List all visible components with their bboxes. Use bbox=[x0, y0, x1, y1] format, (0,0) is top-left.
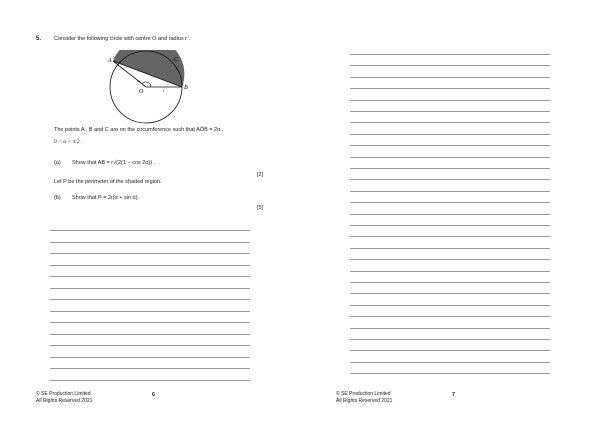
answer-line bbox=[50, 368, 250, 369]
answer-line bbox=[50, 265, 250, 266]
answer-line bbox=[350, 248, 550, 249]
answer-line bbox=[350, 202, 550, 203]
answer-line bbox=[50, 299, 250, 300]
answer-line bbox=[350, 179, 550, 180]
answer-line bbox=[50, 230, 250, 231]
answer-line bbox=[50, 288, 250, 289]
shaded-segment bbox=[113, 50, 184, 87]
page-number: 7 bbox=[452, 392, 456, 398]
label-r: r bbox=[163, 88, 165, 93]
right-page bbox=[300, 0, 600, 424]
answer-line bbox=[50, 276, 250, 277]
answer-line bbox=[50, 357, 250, 358]
label-a: A bbox=[108, 58, 112, 64]
answer-line bbox=[50, 322, 250, 323]
footer bbox=[336, 391, 392, 404]
footer-rights: All Rights Reserved 2021 bbox=[336, 397, 393, 404]
label-o: O bbox=[139, 89, 144, 95]
part-a-marks: [2] bbox=[257, 172, 264, 178]
footer-rights: All Rights Reserved 2021 bbox=[36, 397, 93, 404]
answer-line bbox=[350, 350, 550, 351]
answer-line bbox=[350, 236, 550, 237]
answer-line bbox=[50, 345, 250, 346]
part-a-text: Show that AB = r√(2(1 − cos 2α)) . bbox=[72, 160, 156, 166]
answer-line bbox=[350, 100, 550, 101]
answer-line bbox=[350, 293, 550, 294]
answer-line bbox=[350, 168, 550, 169]
page-number: 6 bbox=[152, 392, 156, 398]
answer-line bbox=[350, 157, 550, 158]
answer-line bbox=[350, 214, 550, 215]
question-intro: Consider the following circle with centre O and radius r . bbox=[54, 36, 191, 42]
answer-line bbox=[350, 339, 550, 340]
answer-line bbox=[350, 54, 550, 55]
answer-line bbox=[350, 225, 550, 226]
circle-diagram bbox=[96, 50, 196, 125]
answer-line bbox=[350, 134, 550, 135]
answer-line bbox=[350, 191, 550, 192]
answer-line bbox=[50, 253, 250, 254]
answer-line bbox=[350, 373, 550, 374]
answer-line bbox=[350, 282, 550, 283]
answer-line bbox=[350, 362, 550, 363]
answer-line bbox=[50, 242, 250, 243]
answer-line bbox=[50, 311, 250, 312]
answer-line bbox=[350, 271, 550, 272]
label-b: B bbox=[184, 85, 188, 91]
part-b-marks: [5] bbox=[257, 205, 264, 211]
footer-company: © SE Production Limited bbox=[336, 391, 391, 397]
label-c: C bbox=[174, 57, 179, 63]
label-angle: 2α bbox=[137, 79, 141, 83]
answer-line bbox=[350, 122, 550, 123]
answer-line bbox=[350, 259, 550, 260]
answer-line bbox=[350, 305, 550, 306]
perimeter-text: Let P be the perimeter of the shaded region. bbox=[54, 179, 162, 185]
answer-line bbox=[350, 88, 550, 89]
answer-line bbox=[350, 145, 550, 146]
footer-company: © SE Production Limited bbox=[36, 391, 91, 397]
answer-line bbox=[350, 316, 550, 317]
answer-line bbox=[350, 111, 550, 112]
question-number: 5. bbox=[36, 36, 42, 42]
answer-line bbox=[350, 328, 550, 329]
part-b-label: (b) bbox=[54, 195, 61, 201]
alpha-condition: 0 < α < π/2 . bbox=[54, 139, 83, 145]
answer-line bbox=[50, 380, 250, 381]
answer-line bbox=[350, 65, 550, 66]
answer-line bbox=[350, 77, 550, 78]
part-a-label: (a) bbox=[54, 160, 61, 166]
points-text: The points A , B and C are on the circumference such that AÔB = 2α , bbox=[54, 127, 224, 133]
footer bbox=[36, 391, 92, 404]
part-b-text: Show that P = 2r(α + sin α) . bbox=[72, 195, 141, 201]
answer-line bbox=[50, 334, 250, 335]
